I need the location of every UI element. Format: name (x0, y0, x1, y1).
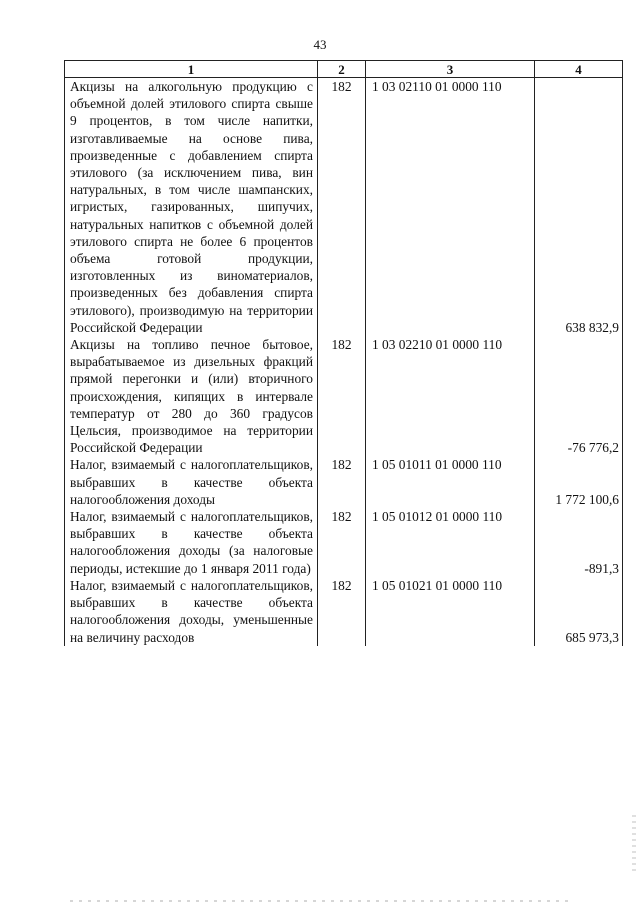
table-row (65, 336, 623, 456)
table-row (65, 577, 623, 646)
column-header-kbk: 3 (366, 61, 535, 78)
column-header-admin-code: 2 (318, 61, 366, 78)
row-amount: 638 832,9 (535, 78, 623, 337)
row-kbk: 1 03 02110 01 0000 110 (366, 78, 535, 337)
table-row (65, 456, 623, 508)
scan-artifact (632, 815, 636, 875)
row-admin-code: 182 (318, 336, 366, 456)
row-name: Налог, взимаемый с налогоплательщиков, выбравших в качестве объекта налогообложения доходы, уменьшенные на величину расходов (65, 577, 318, 646)
row-kbk: 1 03 02210 01 0000 110 (366, 336, 535, 456)
page-number: 43 (313, 37, 327, 52)
row-admin-code: 182 (318, 508, 366, 577)
table-header-row (65, 61, 623, 78)
row-amount: -891,3 (535, 508, 623, 577)
row-amount: 1 772 100,6 (535, 456, 623, 508)
column-header-name: 1 (65, 61, 318, 78)
revenue-table (64, 60, 623, 646)
row-name: Налог, взимаемый с налогоплательщиков, выбравших в качестве объекта налогообложения доходы (за налоговые периоды, истекшие до 1 января 2011 года) (65, 508, 318, 577)
scan-artifact (70, 900, 570, 902)
row-admin-code: 182 (318, 456, 366, 508)
row-name: Акцизы на алкогольную продукцию с объемной долей этилового спирта свыше 9 процентов, в том числе напитки, изготавливаемые на основе пива, произведенные с добавлением спирта этилового (за исключением пива, вин натуральных, в том числе шампанских, игристых, газированных, шипучих, натуральных напитков с объемной долей этилового спирта не более 6 процентов объема готовой продукции, изготовленных из виноматериалов, произведенных без добавления спирта этилового), производимую на территории Российской Федерации (65, 78, 318, 337)
row-admin-code: 182 (318, 78, 366, 337)
table-row (65, 78, 623, 337)
row-kbk: 1 05 01012 01 0000 110 (366, 508, 535, 577)
row-admin-code: 182 (318, 577, 366, 646)
row-name: Акцизы на топливо печное бытовое, вырабатываемое из дизельных фракций прямой перегонки и (или) вторичного происхождения, кипящих в интервале температур от 280 до 360 градусов Цельсия, производимое на территории Российской Федерации (65, 336, 318, 456)
row-amount: -76 776,2 (535, 336, 623, 456)
row-kbk: 1 05 01021 01 0000 110 (366, 577, 535, 646)
row-amount: 685 973,3 (535, 577, 623, 646)
table-row (65, 508, 623, 577)
row-kbk: 1 05 01011 01 0000 110 (366, 456, 535, 508)
column-header-amount: 4 (535, 61, 623, 78)
row-name: Налог, взимаемый с налогоплательщиков, выбравших в качестве объекта налогообложения доходы (65, 456, 318, 508)
